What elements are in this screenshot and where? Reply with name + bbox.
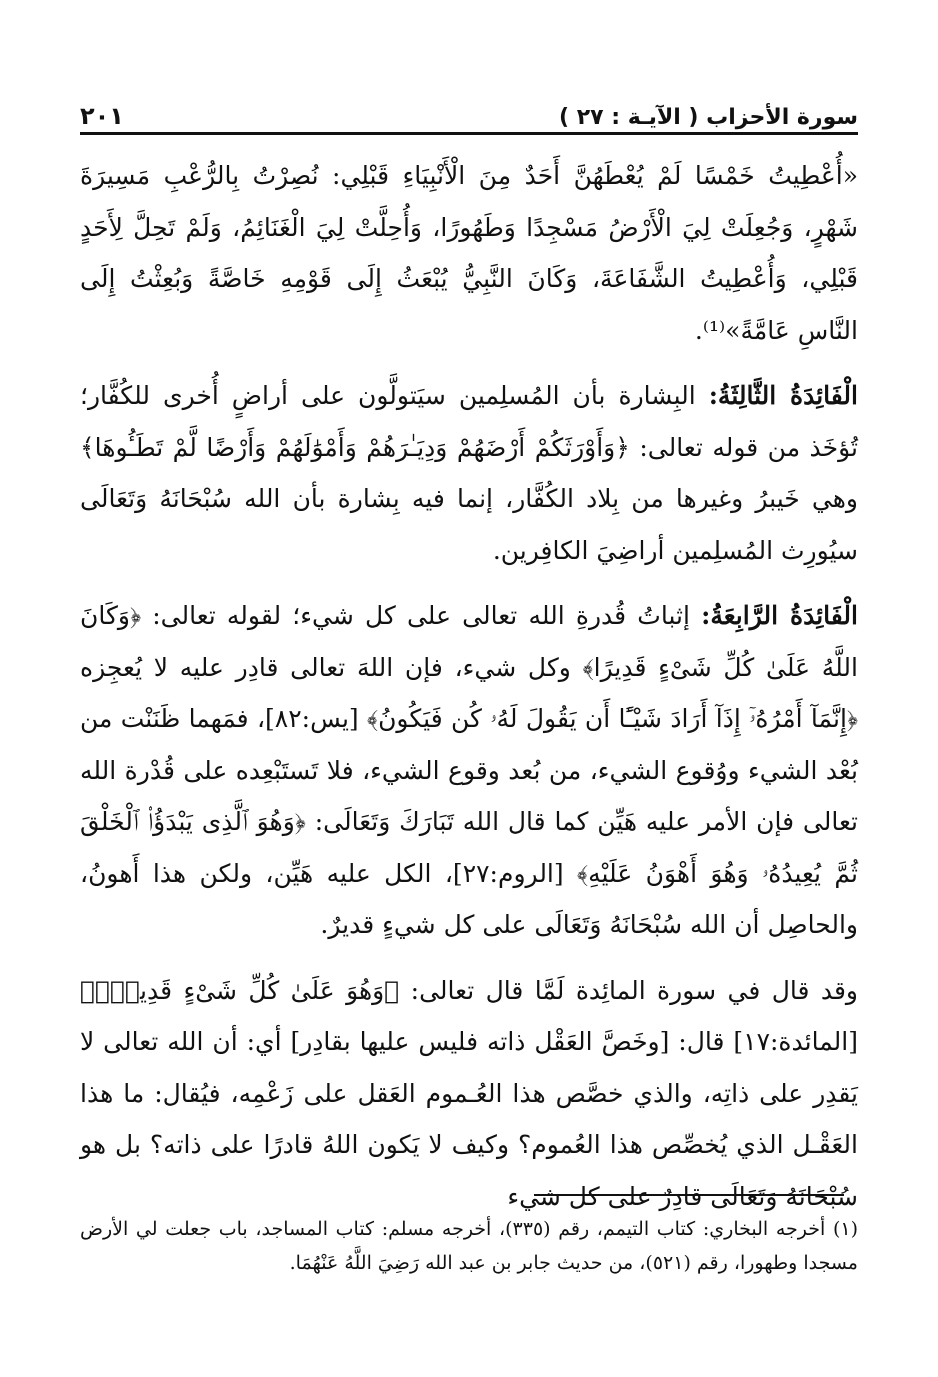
benefit-four-text: إثباتُ قُدرةِ الله تعالى على كل شيء؛ لقوله تعالى: ﴿وَكَانَ اللَّهُ عَلَىٰ كُلِّ شَىْءٍ قَدِيرًا﴾ وكل شيء، فإن اللهَ تعالى قادِر عليه لا يُعجِزه ﴿إِنَّمَآ أَمْرُهُۥٓ إِذَآ أَرَادَ شَيْـًٔا أَن يَقُولَ لَهُۥ كُن فَيَكُونُ﴾ [يس:٨٢]، فمَهما ظَنَنْت من بُعْد الشيء ووُقوع الشيء، من بُعد وقوع الشيء، فلا تَستَبْعِده على قُدْرة الله تعالى فإن الأمر عليه هَيِّن كما قال الله تَبَارَكَ وَتَعَالَى: ﴿وَهُوَ ٱلَّذِى يَبْدَؤُا۟ ٱلْخَلْقَ ثُمَّ يُعِيدُهُۥ وَهُوَ أَهْوَنُ عَلَيْهِ﴾ [الروم:٢٧]، الكل عليه هَيِّن، ولكن هذا أَهونُ، والحاصِل أن الله سُبْحَانَهُ وَتَعَالَى على كل شيءٍ قديرٌ. bbox=[80, 601, 858, 939]
benefit-three-text: البِشارة بأن المُسلِمين سيَتولَّون على أراضٍ أُخرى للكُفَّار؛ تُؤخَذ من قوله تعالى: ﴿وَأَوْرَثَكُمْ أَرْضَهُمْ وَدِيَـٰرَهُمْ وَأَمْوَٰلَهُمْ وَأَرْضًا لَّمْ تَطَـُٔوهَا﴾ وهي خَيبرُ وغيرها من بِلاد الكُفَّار، إنما فيه بِشارة بأن الله سُبْحَانَهُ وَتَعَالَى سيُورِث المُسلِمين أراضِيَ الكافِرين. bbox=[80, 381, 858, 565]
header-divider bbox=[80, 132, 858, 135]
page-header bbox=[80, 92, 858, 130]
commentary-paragraph: وقد قال في سورة المائِدة لَمَّا قال تعالى: ﴿وَهُوَ عَلَىٰ كُلِّ شَىْءٍ قَدِيرٌۢ﴾ [المائدة:١٧] قال: [وخَصَّ العَقْل ذاته فليس عليها بقادِر] أي: أن الله تعالى لا يَقدِر على ذاتِه، والذي خصَّص هذا العُـموم العَقل على زَعْمِه، فيُقال: ما هذا العَقْـل الذي يُخصِّص هذا العُموم؟ وكيف لا يَكون اللهُ قادرًا على ذاته؟ بل هو سُبْحَانَهُ وَتَعَالَى قادِرٌ على كل شيء bbox=[80, 975, 858, 1211]
benefit-four-paragraph bbox=[80, 590, 858, 951]
running-title: سورة الأحزاب ( الآيـة : ٢٧ ) bbox=[559, 105, 858, 130]
benefit-three-paragraph bbox=[80, 370, 858, 576]
footnote: (١) أخرجه البخاري: كتاب التيمم، رقم (٣٣٥)، أخرجه مسلم: كتاب المساجد، باب جعلت لي الأرض مسجدا وطهورا، رقم (٥٢١)، من حديث جابر بن عبد الله رَضِيَ اللَّهُ عَنْهُمَا. bbox=[80, 1218, 858, 1274]
page-number: ٢٠١ bbox=[80, 102, 124, 130]
hadith-paragraph: «أُعْطِيتُ خَمْسًا لَمْ يُعْطَهُنَّ أَحَدٌ مِنَ الْأَنْبِيَاءِ قَبْلِي: نُصِرْتُ بِالرُّعْبِ مَسِيرَةَ شَهْرٍ، وَجُعِلَتْ لِيَ الْأَرْضُ مَسْجِدًا وَطَهُورًا، وَأُحِلَّتْ لِيَ الْغَنَائِمُ، وَلَمْ تَحِلَّ لِأَحَدٍ قَبْلِي، وَأُعْطِيتُ الشَّفَاعَةَ، وَكَانَ النَّبِيُّ يُبْعَثُ إِلَى قَوْمِهِ خَاصَّةً وَبُعِثْتُ إِلَى النَّاسِ عَامَّةً»⁽¹⁾. bbox=[80, 161, 858, 345]
benefit-four-label: الْفَائِدَةُ الرَّابِعَةُ: bbox=[701, 601, 858, 630]
page-body bbox=[80, 150, 858, 1222]
footnote-divider bbox=[534, 1194, 844, 1196]
benefit-three-label: الْفَائِدَةُ الثَّالِثَةُ: bbox=[708, 381, 858, 410]
